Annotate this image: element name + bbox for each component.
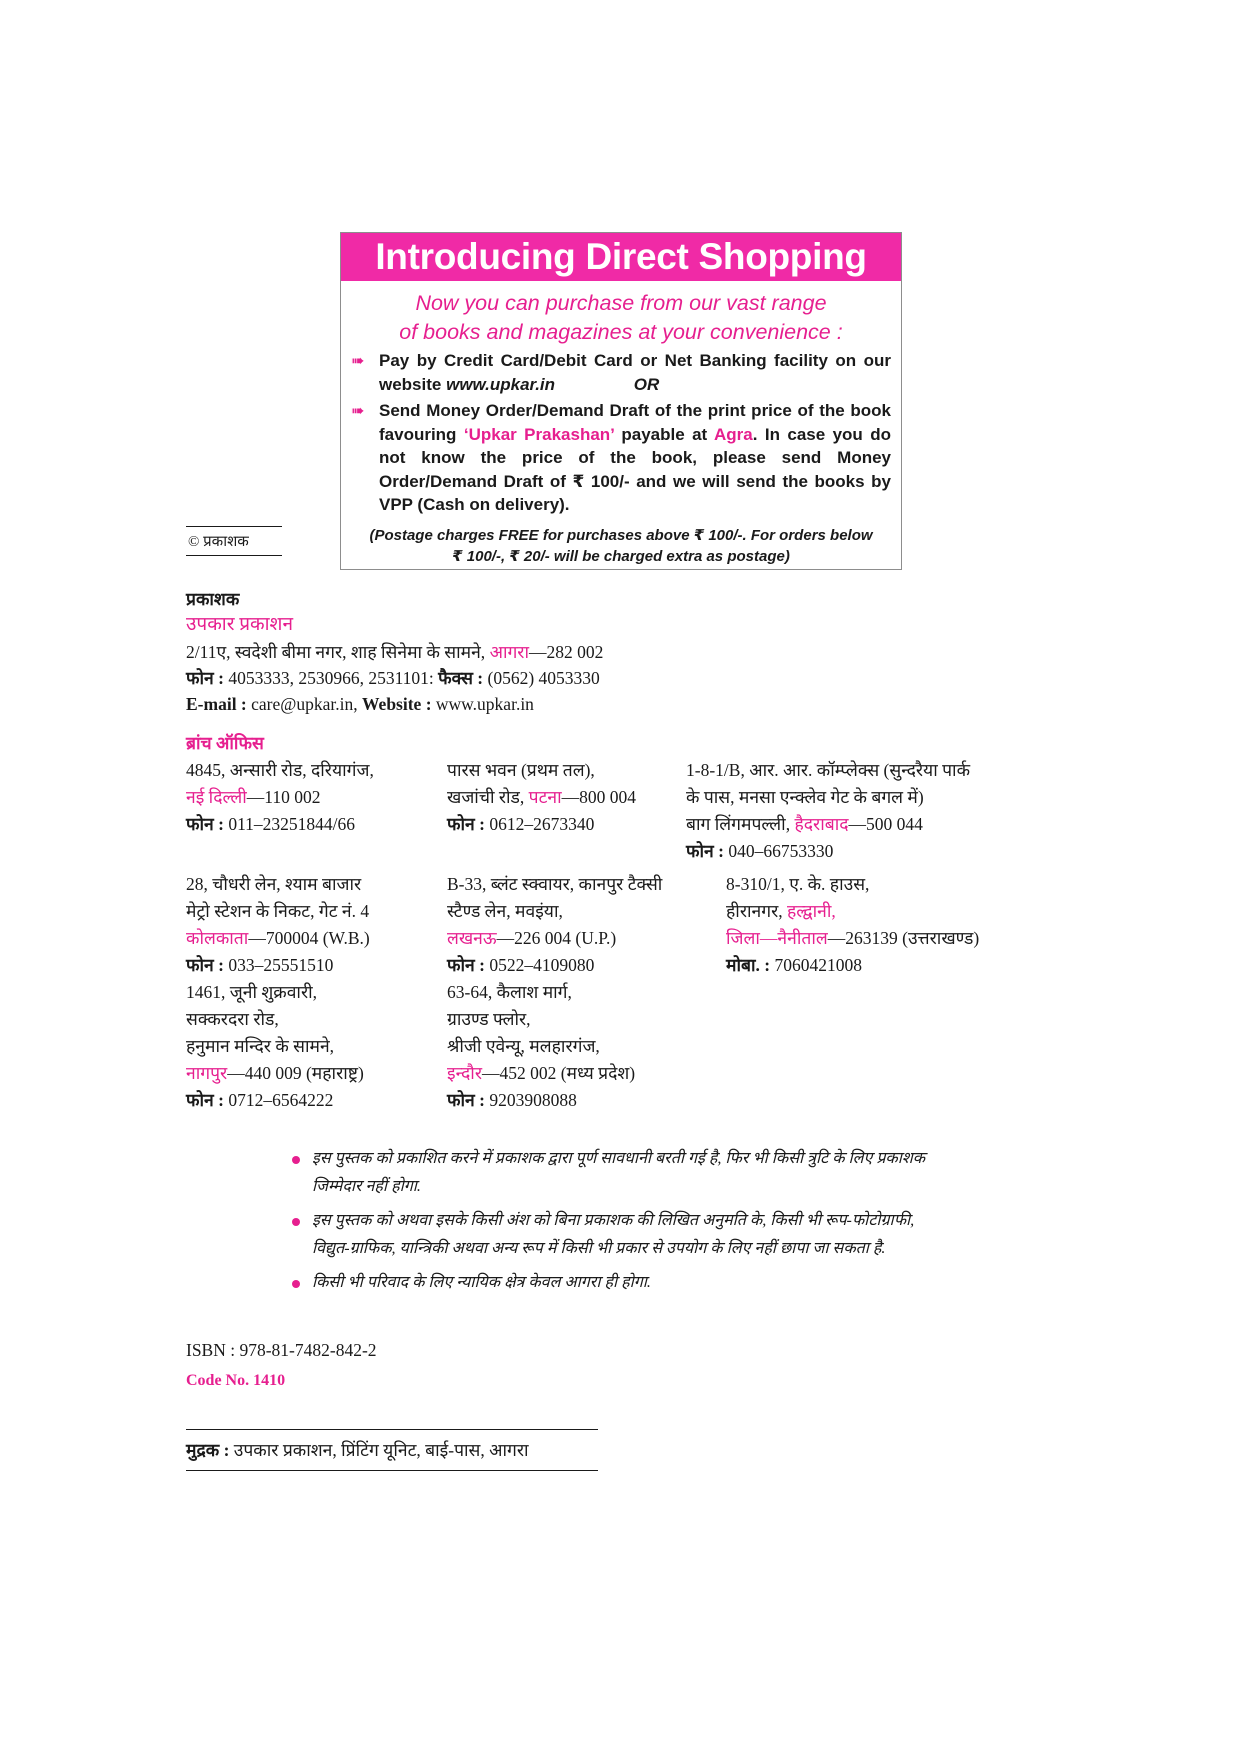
- publisher-website[interactable]: www.upkar.in: [435, 694, 534, 714]
- phone-label: फोन :: [686, 841, 724, 861]
- promo-item-money-order: [351, 399, 891, 517]
- arrow-right-icon: ➠: [351, 353, 365, 370]
- branch-address-line: हीरानगर,: [726, 901, 783, 921]
- branch-address-line: बाग लिंगमपल्ली,: [686, 814, 791, 834]
- branch-address-line: खजांची रोड,: [447, 787, 525, 807]
- fax-label: फैक्स :: [438, 668, 484, 688]
- website-label: Website :: [362, 694, 432, 714]
- disclaimer-text: इस पुस्तक को अथवा इसके किसी अंश को बिना प्रकाशक की लिखित अनुमति के, किसी भी रूप-फोटोग्राफी, विद्युत-ग्राफिक, यान्त्रिकी अथवा अन्य रूप में किसी भी प्रकार से उपयोग के लिए नहीं छापा जा सकता है.: [312, 1212, 915, 1257]
- branch-lucknow: [447, 871, 662, 979]
- branch-city: इन्दौर: [447, 1063, 482, 1083]
- branch-hyderabad: [686, 757, 970, 865]
- copyright-notice: © प्रकाशक: [186, 526, 282, 556]
- promo-city: Agra: [714, 424, 753, 444]
- phone-label: फोन :: [447, 955, 485, 975]
- direct-shopping-box: [340, 232, 902, 570]
- branch-address-line: 28, चौधरी लेन, श्याम बाजार: [186, 874, 362, 894]
- branch-address-line: 4845, अन्सारी रोड, दरियागंज,: [186, 760, 374, 780]
- promo-note-line-1: (Postage charges FREE for purchases above ₹ 100/-. For orders below: [369, 527, 873, 544]
- disclaimer-item: [298, 1145, 938, 1201]
- publisher-city: आगरा: [489, 642, 529, 662]
- phone-label: फोन :: [186, 955, 224, 975]
- promo-payee: ‘Upkar Prakashan’: [463, 424, 614, 444]
- branch-office-heading: ब्रांच ऑफिस: [186, 733, 264, 753]
- promo-note-line-2: ₹ 100/-, ₹ 20/- will be charged extra as postage): [452, 548, 790, 565]
- branch-address-line: हनुमान मन्दिर के सामने,: [186, 1036, 335, 1056]
- promo-item-2-post: . In case you do not know the price of the book, please send Money Order/Demand Draft of ₹ 100/- and we will send the books by VPP (Cash on delivery).: [379, 424, 891, 514]
- printer-text: उपकार प्रकाशन, प्रिंटिंग यूनिट, बाई-पास, आगरा: [233, 1440, 529, 1460]
- disclaimer-item: [298, 1207, 938, 1263]
- publisher-address-text: 2/11ए, स्वदेशी बीमा नगर, शाह सिनेमा के सामने,: [186, 642, 486, 662]
- disclaimer-text: इस पुस्तक को प्रकाशित करने में प्रकाशक द्वारा पूर्ण सावधानी बरती गई है, फिर भी किसी त्रुटि के लिए प्रकाशक जिम्मेदार नहीं होगा.: [312, 1150, 926, 1195]
- publisher-heading: प्रकाशक: [186, 589, 240, 609]
- branch-patna: [447, 757, 636, 838]
- branch-phone: 7060421008: [774, 955, 862, 975]
- promo-item-1-text: Pay by Credit Card/Debit Card or Net Banking facility on our website: [379, 351, 891, 394]
- branch-address-line: मेट्रो स्टेशन के निकट, गेट नं. 4: [186, 901, 370, 921]
- promo-item-2-mid: payable at: [621, 424, 708, 444]
- promo-item-card-payment: [351, 349, 891, 396]
- branch-address-line: 1-8-1/B, आर. आर. कॉम्प्लेक्स (सुन्दरैया पार्क: [686, 760, 971, 780]
- publisher-name: उपकार प्रकाशन: [186, 614, 294, 635]
- isbn: ISBN : 978-81-7482-842-2: [186, 1340, 377, 1360]
- branch-address-line: के पास, मनसा एन्क्लेव गेट के बगल में): [686, 787, 924, 807]
- promo-item-2-pre: Send Money Order/Demand Draft of the print price of the book favouring: [379, 401, 891, 444]
- disclaimer-item: [298, 1269, 938, 1297]
- bullet-icon: [292, 1156, 300, 1164]
- branch-pin: —800 004: [561, 787, 637, 807]
- publisher-address: [186, 639, 603, 665]
- branch-delhi: [186, 757, 374, 838]
- branch-kolkata: [186, 871, 370, 979]
- publisher-fax: (0562) 4053330: [487, 668, 600, 688]
- phone-label: फोन :: [186, 1090, 224, 1110]
- mobile-label: मोबा. :: [726, 955, 771, 975]
- promo-title: Introducing Direct Shopping: [341, 233, 901, 281]
- publisher-details: [186, 639, 603, 717]
- branch-phone: 0522–4109080: [489, 955, 595, 975]
- phone-label: फोन :: [186, 668, 224, 688]
- branch-city: हैदराबाद: [794, 814, 849, 834]
- promo-or-label: OR: [633, 374, 660, 394]
- branch-address-line: 8-310/1, ए. के. हाउस,: [726, 874, 870, 894]
- branch-pin: —700004 (W.B.): [248, 928, 370, 948]
- branch-phone: 0612–2673340: [489, 814, 595, 834]
- branch-haldwani: [726, 871, 979, 979]
- branch-address-line: पारस भवन (प्रथम तल),: [447, 760, 595, 780]
- disclaimer-text: किसी भी परिवाद के लिए न्यायिक क्षेत्र केवल आगरा ही होगा.: [312, 1274, 651, 1291]
- branch-phone: 0712–6564222: [228, 1090, 334, 1110]
- promo-lead-line-2: of books and magazines at your convenience :: [399, 320, 843, 344]
- branch-phone: 011–23251844/66: [228, 814, 356, 834]
- bullet-icon: [292, 1280, 300, 1288]
- branch-nagpur: [186, 979, 364, 1114]
- branch-address-line: 1461, जूनी शुक्रवारी,: [186, 982, 318, 1002]
- arrow-right-icon: ➠: [351, 403, 365, 420]
- printer-label: मुद्रक :: [186, 1440, 230, 1460]
- branch-pin: —440 009 (महाराष्ट्र): [227, 1063, 364, 1083]
- branch-address-line: ग्राउण्ड फ्लोर,: [447, 1009, 531, 1029]
- branch-address-line: श्रीजी एवेन्यू, मलहारगंज,: [447, 1036, 600, 1056]
- branch-city: हल्द्वानी,: [787, 901, 836, 921]
- branch-pin: —263139 (उत्तराखण्ड): [827, 928, 980, 948]
- branch-address-line: B-33, ब्लंट स्क्वायर, कानपुर टैक्सी: [447, 874, 663, 894]
- phone-label: फोन :: [186, 814, 224, 834]
- branch-city: नागपुर: [186, 1063, 228, 1083]
- promo-postage-note: [341, 525, 901, 567]
- publisher-pin: —282 002: [529, 642, 604, 662]
- branch-pin: —452 002 (मध्य प्रदेश): [481, 1063, 636, 1083]
- publisher-contact-line: [186, 691, 603, 717]
- branch-address-line: सक्करदरा रोड,: [186, 1009, 279, 1029]
- branch-phone: 033–25551510: [228, 955, 334, 975]
- branch-pin: —110 002: [246, 787, 321, 807]
- publisher-email[interactable]: care@upkar.in,: [251, 694, 358, 714]
- promo-website-link[interactable]: www.upkar.in: [446, 374, 556, 394]
- branch-address-line: स्टैण्ड लेन, मवइंया,: [447, 901, 563, 921]
- branch-pin: —500 044: [848, 814, 923, 834]
- branch-city: नई दिल्ली: [186, 787, 247, 807]
- branch-pin: —226 004 (U.P.): [496, 928, 617, 948]
- branch-phone: 040–66753330: [728, 841, 834, 861]
- branch-district: जिला—नैनीताल: [726, 928, 828, 948]
- publisher-phone: 4053333, 2530966, 2531101:: [228, 668, 434, 688]
- publisher-phone-line: [186, 665, 603, 691]
- branch-phone: 9203908088: [489, 1090, 577, 1110]
- phone-label: फोन :: [447, 1090, 485, 1110]
- promo-lead: [341, 289, 901, 347]
- email-label: E-mail :: [186, 694, 247, 714]
- branch-indore: [447, 979, 635, 1114]
- bullet-icon: [292, 1218, 300, 1226]
- branch-city: पटना: [528, 787, 562, 807]
- branch-address-line: 63-64, कैलाश मार्ग,: [447, 982, 572, 1002]
- phone-label: फोन :: [447, 814, 485, 834]
- printer-line: [186, 1429, 598, 1471]
- disclaimer-list: [298, 1145, 938, 1303]
- branch-city: कोलकाता: [186, 928, 249, 948]
- branch-city: लखनऊ: [447, 928, 497, 948]
- promo-lead-line-1: Now you can purchase from our vast range: [415, 291, 827, 315]
- code-number: Code No. 1410: [186, 1372, 286, 1389]
